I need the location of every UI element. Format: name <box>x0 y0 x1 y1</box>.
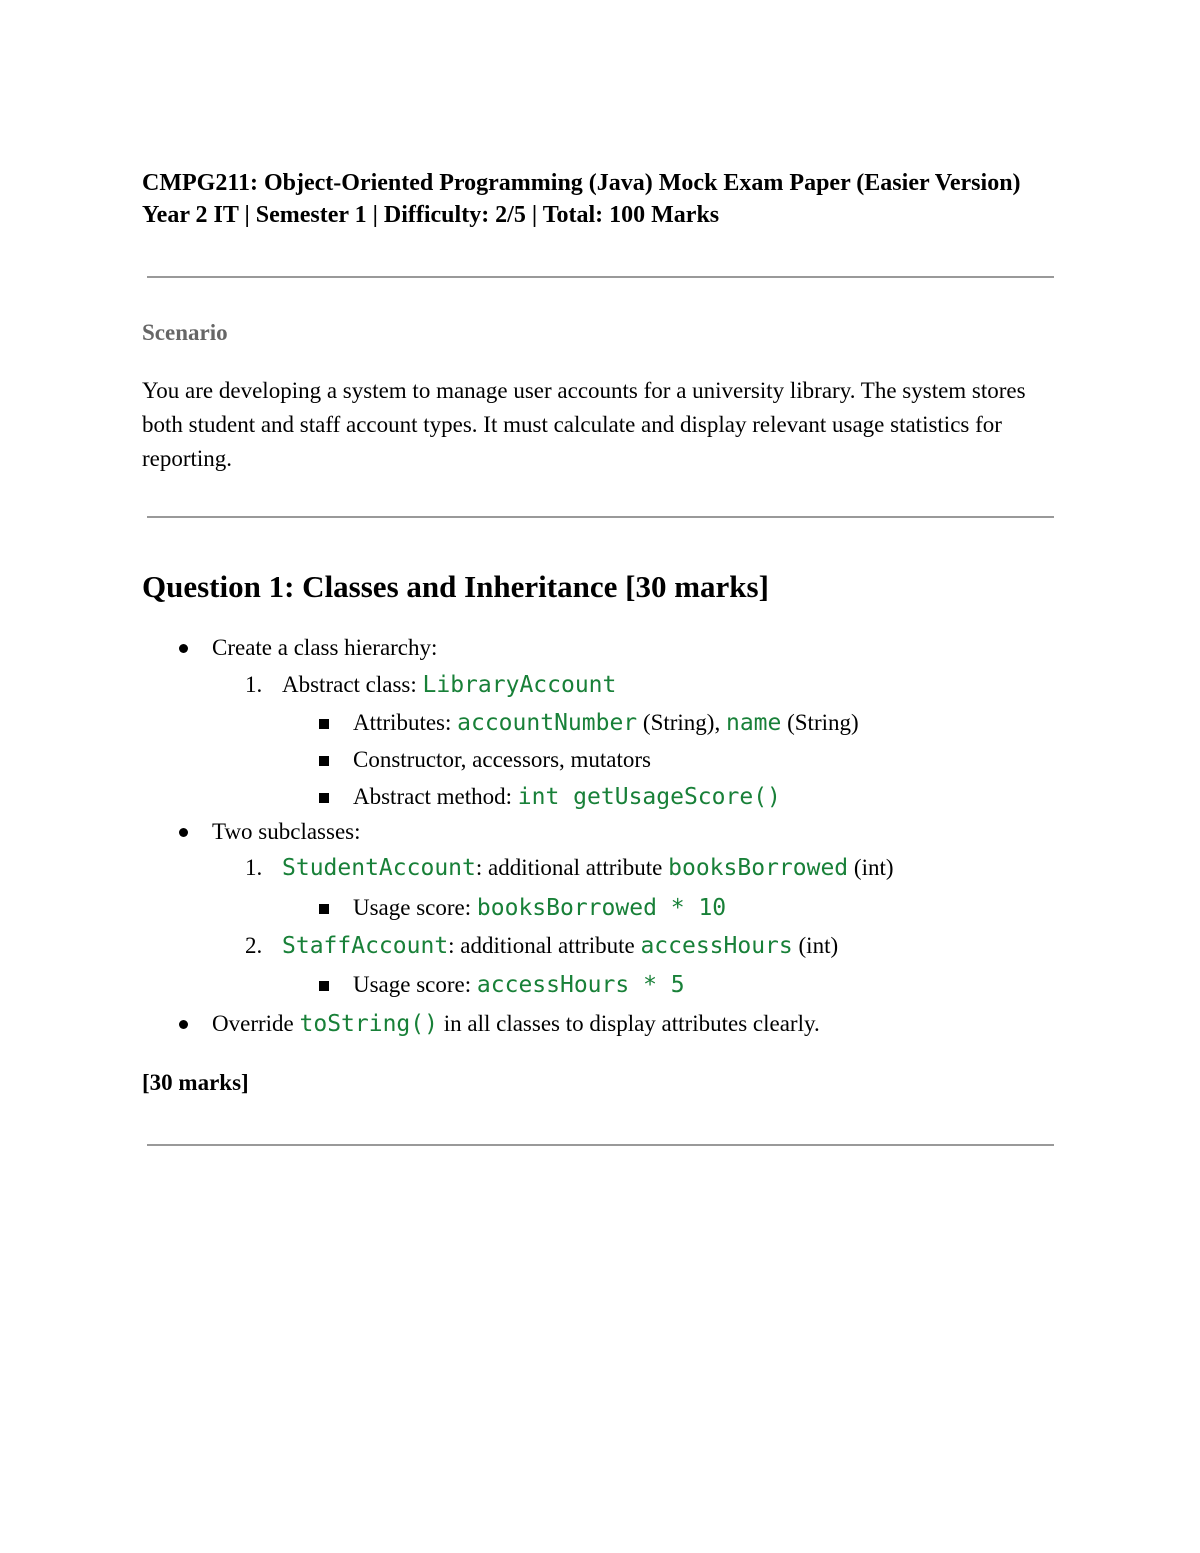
list-item-constructor: Constructor, accessors, mutators <box>353 747 652 772</box>
attr-account-number-type: (String), <box>637 710 726 735</box>
attr-name-code: name <box>725 710 782 736</box>
divider <box>147 276 1054 278</box>
staff-usage-label: Usage score: <box>353 972 477 997</box>
list-item-abstract-method <box>353 782 781 812</box>
question-1-marks: [30 marks] <box>142 1070 249 1095</box>
list-number: 1. <box>245 672 263 697</box>
attr-account-number-code: accountNumber <box>457 710 638 736</box>
square-bullet-icon <box>319 719 329 729</box>
attr-name-type: (String) <box>781 710 859 735</box>
abstract-method-label: Abstract method: <box>353 784 518 809</box>
question-1-heading: Question 1: Classes and Inheritance [30 marks] <box>142 569 769 604</box>
list-item-staff-account <box>282 931 838 961</box>
list-item-abstract-class <box>282 670 616 700</box>
list-number: 1. <box>245 855 263 880</box>
list-item-student-usage <box>353 893 726 923</box>
staff-account-text: : additional attribute <box>448 933 641 958</box>
list-item-override <box>212 1009 820 1039</box>
list-item-create-hierarchy: Create a class hierarchy: <box>212 635 438 660</box>
override-pre: Override <box>212 1011 300 1036</box>
abstract-class-code: LibraryAccount <box>422 672 617 698</box>
student-account-code: StudentAccount <box>282 855 476 881</box>
list-item-student-account <box>282 853 894 883</box>
staff-usage-code: accessHours * 5 <box>476 972 685 998</box>
square-bullet-icon <box>319 981 329 991</box>
bullet-icon <box>179 644 188 653</box>
student-account-text: : additional attribute <box>475 855 669 880</box>
square-bullet-icon <box>319 756 329 766</box>
bullet-icon <box>179 1020 188 1029</box>
scenario-heading: Scenario <box>142 320 228 345</box>
staff-account-code: StaffAccount <box>282 933 449 959</box>
abstract-method-code: int getUsageScore() <box>517 784 781 810</box>
student-usage-label: Usage score: <box>353 895 477 920</box>
divider <box>147 516 1054 518</box>
bullet-icon <box>179 828 188 837</box>
student-usage-code: booksBorrowed * 10 <box>476 895 727 921</box>
books-borrowed-code: booksBorrowed <box>668 855 849 881</box>
list-number: 2. <box>245 933 263 958</box>
abstract-class-label: Abstract class: <box>282 672 423 697</box>
list-item-attributes <box>353 708 859 738</box>
tostring-code: toString() <box>299 1011 438 1037</box>
square-bullet-icon <box>319 904 329 914</box>
attributes-label: Attributes: <box>353 710 458 735</box>
document-title: CMPG211: Object-Oriented Programming (Java) Mock Exam Paper (Easier Version) Year 2 IT | Semester 1 | Difficulty: 2/5 | Total: 100 Marks <box>142 170 1021 228</box>
list-item-staff-usage <box>353 970 685 1000</box>
override-post: in all classes to display attributes clearly. <box>437 1011 820 1036</box>
access-hours-code: accessHours <box>640 933 793 959</box>
books-borrowed-type: (int) <box>848 855 894 880</box>
square-bullet-icon <box>319 793 329 803</box>
divider <box>147 1144 1054 1146</box>
scenario-text: You are developing a system to manage user accounts for a university library. The system stores both student and staff account types. It must calculate and display relevant usage statistics for reporting. <box>142 378 1026 471</box>
list-item-two-subclasses: Two subclasses: <box>212 819 361 844</box>
access-hours-type: (int) <box>792 933 839 958</box>
